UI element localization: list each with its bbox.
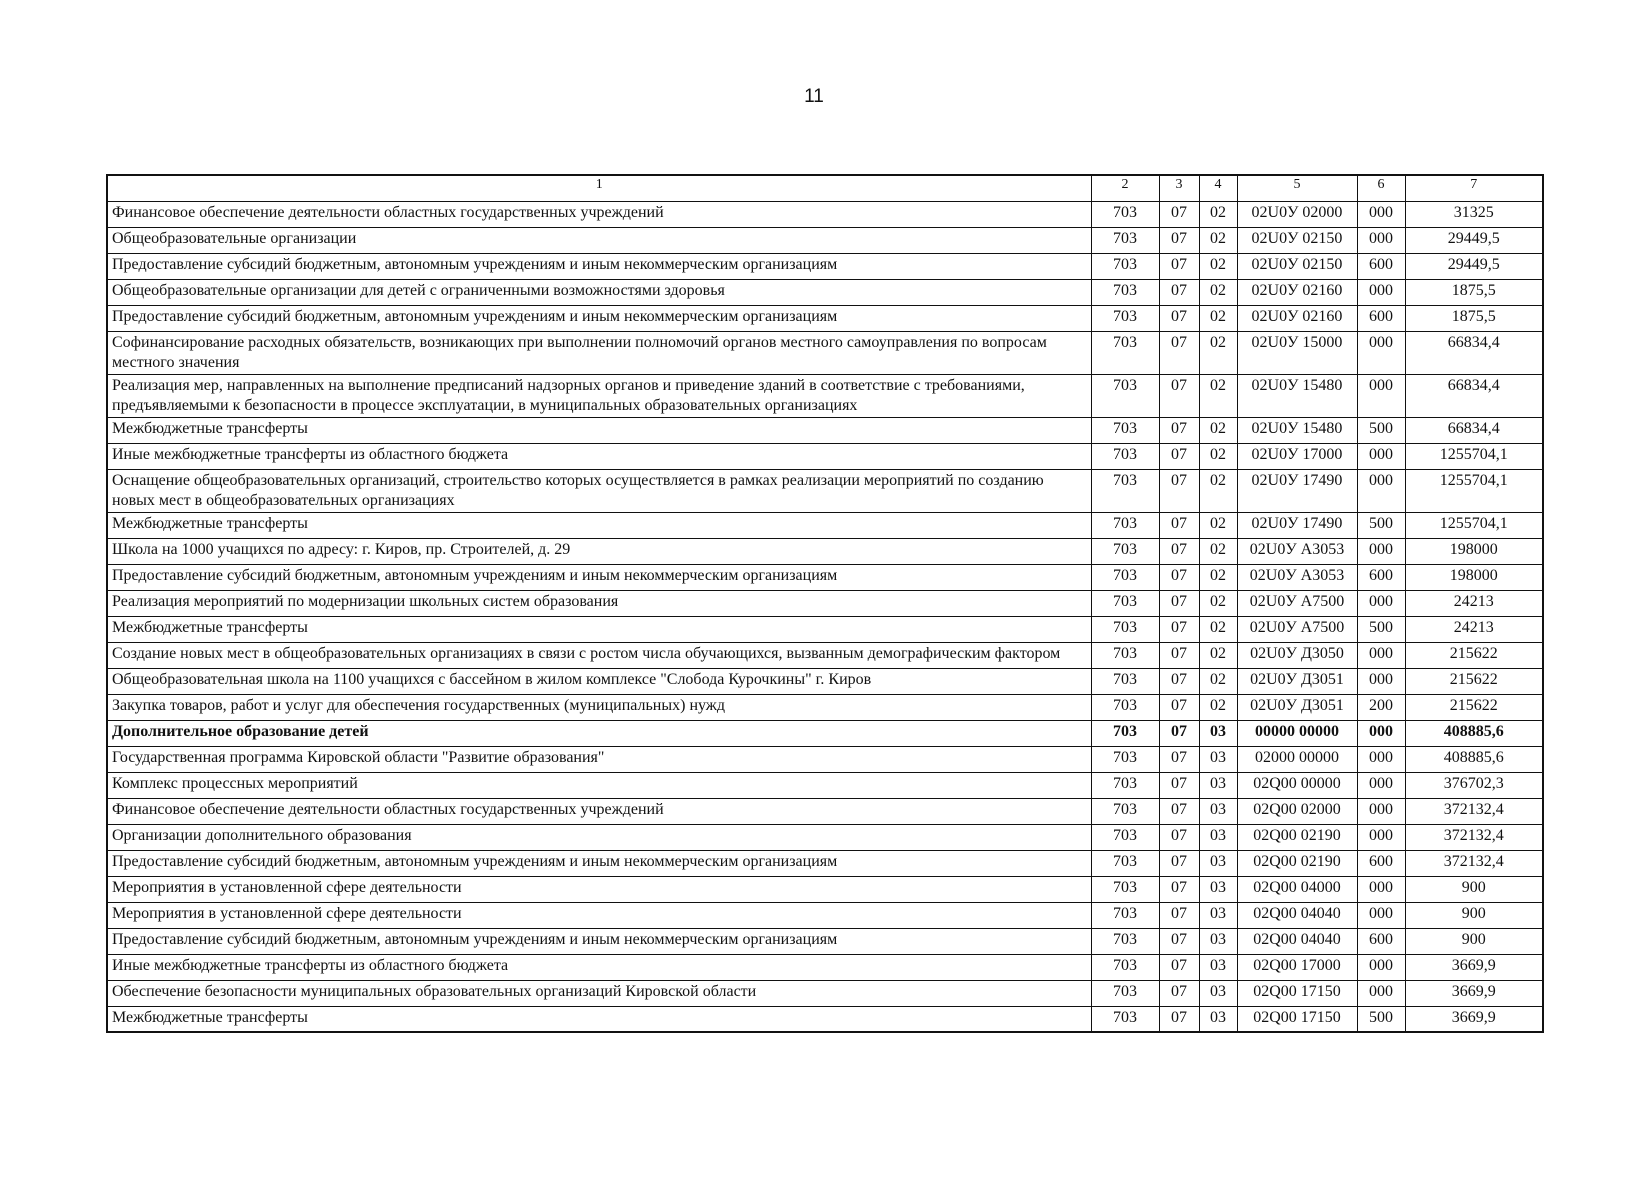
amount: 198000 — [1405, 538, 1543, 564]
code-expense-type: 000 — [1357, 954, 1405, 980]
table-row — [107, 850, 1543, 876]
code-expense-type: 000 — [1357, 374, 1405, 417]
code-ministry: 703 — [1091, 720, 1159, 746]
code-section: 07 — [1159, 469, 1199, 512]
code-subsection: 03 — [1199, 928, 1237, 954]
amount: 900 — [1405, 876, 1543, 902]
code-expense-type: 000 — [1357, 469, 1405, 512]
amount: 29449,5 — [1405, 253, 1543, 279]
code-ministry: 703 — [1091, 980, 1159, 1006]
code-target-article: 00000 00000 — [1237, 720, 1357, 746]
code-section: 07 — [1159, 902, 1199, 928]
code-section: 07 — [1159, 201, 1199, 227]
amount: 900 — [1405, 902, 1543, 928]
table-row — [107, 928, 1543, 954]
row-name: Иные межбюджетные трансферты из областного бюджета — [107, 954, 1091, 980]
code-subsection: 03 — [1199, 954, 1237, 980]
row-name: Оснащение общеобразовательных организаций, строительство которых осуществляется в рамках реализации мероприятий по созданию новых мест в общеобразовательных организациях — [107, 469, 1091, 512]
amount: 3669,9 — [1405, 980, 1543, 1006]
code-subsection: 03 — [1199, 850, 1237, 876]
code-subsection: 03 — [1199, 876, 1237, 902]
code-target-article: 02Q00 02000 — [1237, 798, 1357, 824]
row-name: Школа на 1000 учащихся по адресу: г. Киров, пр. Строителей, д. 29 — [107, 538, 1091, 564]
code-subsection: 02 — [1199, 374, 1237, 417]
table-row — [107, 443, 1543, 469]
code-subsection: 03 — [1199, 772, 1237, 798]
code-subsection: 02 — [1199, 331, 1237, 374]
amount: 24213 — [1405, 616, 1543, 642]
amount: 215622 — [1405, 668, 1543, 694]
code-section: 07 — [1159, 227, 1199, 253]
row-name: Предоставление субсидий бюджетным, автономным учреждениям и иным некоммерческим организациям — [107, 850, 1091, 876]
amount: 1255704,1 — [1405, 443, 1543, 469]
code-expense-type: 000 — [1357, 980, 1405, 1006]
column-header: 3 — [1159, 175, 1199, 201]
amount: 1875,5 — [1405, 305, 1543, 331]
code-target-article: 02U0У А3053 — [1237, 538, 1357, 564]
row-name: Предоставление субсидий бюджетным, автономным учреждениям и иным некоммерческим организациям — [107, 253, 1091, 279]
row-name: Межбюджетные трансферты — [107, 616, 1091, 642]
amount: 372132,4 — [1405, 850, 1543, 876]
table-row — [107, 694, 1543, 720]
code-target-article: 02U0У 17490 — [1237, 512, 1357, 538]
code-section: 07 — [1159, 668, 1199, 694]
code-expense-type: 500 — [1357, 417, 1405, 443]
code-section: 07 — [1159, 928, 1199, 954]
column-header: 6 — [1357, 175, 1405, 201]
table-row — [107, 227, 1543, 253]
code-expense-type: 000 — [1357, 590, 1405, 616]
code-section: 07 — [1159, 798, 1199, 824]
row-name: Закупка товаров, работ и услуг для обеспечения государственных (муниципальных) нужд — [107, 694, 1091, 720]
code-subsection: 03 — [1199, 746, 1237, 772]
row-name: Дополнительное образование детей — [107, 720, 1091, 746]
code-section: 07 — [1159, 954, 1199, 980]
code-section: 07 — [1159, 824, 1199, 850]
amount: 372132,4 — [1405, 798, 1543, 824]
code-subsection: 02 — [1199, 417, 1237, 443]
code-expense-type: 500 — [1357, 1006, 1405, 1032]
code-target-article: 02Q00 00000 — [1237, 772, 1357, 798]
code-expense-type: 600 — [1357, 928, 1405, 954]
code-section: 07 — [1159, 746, 1199, 772]
amount: 31325 — [1405, 201, 1543, 227]
code-ministry: 703 — [1091, 928, 1159, 954]
code-ministry: 703 — [1091, 902, 1159, 928]
code-section: 07 — [1159, 1006, 1199, 1032]
table-row — [107, 279, 1543, 305]
code-section: 07 — [1159, 642, 1199, 668]
code-ministry: 703 — [1091, 590, 1159, 616]
code-ministry: 703 — [1091, 443, 1159, 469]
code-target-article: 02U0У 15480 — [1237, 417, 1357, 443]
amount: 1875,5 — [1405, 279, 1543, 305]
code-ministry: 703 — [1091, 417, 1159, 443]
amount: 408885,6 — [1405, 720, 1543, 746]
code-subsection: 02 — [1199, 279, 1237, 305]
amount: 408885,6 — [1405, 746, 1543, 772]
row-name: Реализация мер, направленных на выполнение предписаний надзорных органов и приведение зданий в соответствие с требованиями, предъявляемыми к безопасности в процессе эксплуатации, в муниципальных образовательных организациях — [107, 374, 1091, 417]
code-expense-type: 000 — [1357, 201, 1405, 227]
amount: 24213 — [1405, 590, 1543, 616]
code-expense-type: 000 — [1357, 443, 1405, 469]
table-row — [107, 417, 1543, 443]
code-expense-type: 600 — [1357, 564, 1405, 590]
code-subsection: 03 — [1199, 980, 1237, 1006]
table-row — [107, 668, 1543, 694]
table-row — [107, 538, 1543, 564]
code-section: 07 — [1159, 720, 1199, 746]
code-target-article: 02U0У Д3050 — [1237, 642, 1357, 668]
code-target-article: 02U0У 17490 — [1237, 469, 1357, 512]
table-row — [107, 331, 1543, 374]
amount: 215622 — [1405, 642, 1543, 668]
code-subsection: 02 — [1199, 564, 1237, 590]
row-name: Финансовое обеспечение деятельности областных государственных учреждений — [107, 201, 1091, 227]
code-section: 07 — [1159, 850, 1199, 876]
amount: 376702,3 — [1405, 772, 1543, 798]
code-section: 07 — [1159, 443, 1199, 469]
code-target-article: 02000 00000 — [1237, 746, 1357, 772]
code-target-article: 02U0У 15000 — [1237, 331, 1357, 374]
code-subsection: 02 — [1199, 227, 1237, 253]
code-ministry: 703 — [1091, 1006, 1159, 1032]
code-ministry: 703 — [1091, 668, 1159, 694]
code-target-article: 02Q00 02190 — [1237, 824, 1357, 850]
code-ministry: 703 — [1091, 374, 1159, 417]
code-target-article: 02Q00 17000 — [1237, 954, 1357, 980]
code-subsection: 03 — [1199, 1006, 1237, 1032]
code-ministry: 703 — [1091, 746, 1159, 772]
code-target-article: 02U0У Д3051 — [1237, 694, 1357, 720]
code-section: 07 — [1159, 980, 1199, 1006]
code-section: 07 — [1159, 417, 1199, 443]
amount: 66834,4 — [1405, 374, 1543, 417]
code-subsection: 02 — [1199, 668, 1237, 694]
code-section: 07 — [1159, 876, 1199, 902]
budget-table — [106, 174, 1544, 1033]
row-name: Общеобразовательная школа на 1100 учащихся с бассейном в жилом комплексе "Слобода Курочкины" г. Киров — [107, 668, 1091, 694]
code-subsection: 03 — [1199, 902, 1237, 928]
table-row — [107, 954, 1543, 980]
code-expense-type: 200 — [1357, 694, 1405, 720]
row-name: Межбюджетные трансферты — [107, 512, 1091, 538]
amount: 3669,9 — [1405, 1006, 1543, 1032]
row-name: Общеобразовательные организации для детей с ограниченными возможностями здоровья — [107, 279, 1091, 305]
row-name: Иные межбюджетные трансферты из областного бюджета — [107, 443, 1091, 469]
code-expense-type: 000 — [1357, 824, 1405, 850]
code-target-article: 02U0У 02150 — [1237, 227, 1357, 253]
code-ministry: 703 — [1091, 538, 1159, 564]
table-row — [107, 374, 1543, 417]
code-section: 07 — [1159, 590, 1199, 616]
table-row — [107, 253, 1543, 279]
table-row — [107, 876, 1543, 902]
code-expense-type: 000 — [1357, 876, 1405, 902]
table-row — [107, 305, 1543, 331]
amount: 372132,4 — [1405, 824, 1543, 850]
amount: 198000 — [1405, 564, 1543, 590]
code-ministry: 703 — [1091, 331, 1159, 374]
code-target-article: 02Q00 17150 — [1237, 1006, 1357, 1032]
code-section: 07 — [1159, 253, 1199, 279]
table-row — [107, 720, 1543, 746]
code-subsection: 02 — [1199, 305, 1237, 331]
page-number: 11 — [804, 86, 824, 107]
code-ministry: 703 — [1091, 850, 1159, 876]
row-name: Государственная программа Кировской области "Развитие образования" — [107, 746, 1091, 772]
code-subsection: 02 — [1199, 642, 1237, 668]
code-subsection: 02 — [1199, 253, 1237, 279]
code-subsection: 02 — [1199, 201, 1237, 227]
code-expense-type: 000 — [1357, 538, 1405, 564]
code-ministry: 703 — [1091, 564, 1159, 590]
code-ministry: 703 — [1091, 642, 1159, 668]
code-subsection: 02 — [1199, 443, 1237, 469]
table-row — [107, 1006, 1543, 1032]
code-target-article: 02Q00 04040 — [1237, 928, 1357, 954]
code-subsection: 03 — [1199, 824, 1237, 850]
code-subsection: 03 — [1199, 798, 1237, 824]
code-expense-type: 600 — [1357, 850, 1405, 876]
code-target-article: 02U0У А7500 — [1237, 616, 1357, 642]
table-row — [107, 902, 1543, 928]
amount: 1255704,1 — [1405, 469, 1543, 512]
code-expense-type: 000 — [1357, 642, 1405, 668]
code-target-article: 02Q00 04040 — [1237, 902, 1357, 928]
code-target-article: 02U0У 02160 — [1237, 305, 1357, 331]
code-section: 07 — [1159, 374, 1199, 417]
code-ministry: 703 — [1091, 253, 1159, 279]
code-expense-type: 500 — [1357, 616, 1405, 642]
amount: 3669,9 — [1405, 954, 1543, 980]
code-ministry: 703 — [1091, 279, 1159, 305]
amount: 215622 — [1405, 694, 1543, 720]
code-section: 07 — [1159, 538, 1199, 564]
code-section: 07 — [1159, 694, 1199, 720]
code-subsection: 03 — [1199, 720, 1237, 746]
code-section: 07 — [1159, 512, 1199, 538]
row-name: Мероприятия в установленной сфере деятельности — [107, 902, 1091, 928]
code-expense-type: 000 — [1357, 720, 1405, 746]
code-target-article: 02U0У Д3051 — [1237, 668, 1357, 694]
column-number-row — [107, 175, 1543, 201]
code-ministry: 703 — [1091, 469, 1159, 512]
code-ministry: 703 — [1091, 954, 1159, 980]
code-ministry: 703 — [1091, 305, 1159, 331]
code-target-article: 02U0У 02160 — [1237, 279, 1357, 305]
row-name: Обеспечение безопасности муниципальных образовательных организаций Кировской области — [107, 980, 1091, 1006]
code-expense-type: 000 — [1357, 902, 1405, 928]
code-expense-type: 500 — [1357, 512, 1405, 538]
amount: 900 — [1405, 928, 1543, 954]
column-header: 1 — [107, 175, 1091, 201]
table-row — [107, 980, 1543, 1006]
code-section: 07 — [1159, 331, 1199, 374]
row-name: Комплекс процессных мероприятий — [107, 772, 1091, 798]
table-row — [107, 642, 1543, 668]
code-section: 07 — [1159, 564, 1199, 590]
code-subsection: 02 — [1199, 590, 1237, 616]
table-row — [107, 201, 1543, 227]
row-name: Софинансирование расходных обязательств, возникающих при выполнении полномочий органов местного самоуправления по вопросам местного значения — [107, 331, 1091, 374]
code-expense-type: 000 — [1357, 746, 1405, 772]
code-section: 07 — [1159, 616, 1199, 642]
code-target-article: 02U0У А3053 — [1237, 564, 1357, 590]
table-row — [107, 798, 1543, 824]
row-name: Создание новых мест в общеобразовательных организациях в связи с ростом числа обучающихся, вызванным демографическим фактором — [107, 642, 1091, 668]
amount: 29449,5 — [1405, 227, 1543, 253]
code-target-article: 02U0У 02000 — [1237, 201, 1357, 227]
code-target-article: 02Q00 17150 — [1237, 980, 1357, 1006]
table-row — [107, 824, 1543, 850]
row-name: Предоставление субсидий бюджетным, автономным учреждениям и иным некоммерческим организациям — [107, 305, 1091, 331]
row-name: Реализация мероприятий по модернизации школьных систем образования — [107, 590, 1091, 616]
code-section: 07 — [1159, 772, 1199, 798]
amount: 66834,4 — [1405, 417, 1543, 443]
table-row — [107, 469, 1543, 512]
column-header: 7 — [1405, 175, 1543, 201]
row-name: Мероприятия в установленной сфере деятельности — [107, 876, 1091, 902]
code-subsection: 02 — [1199, 469, 1237, 512]
code-ministry: 703 — [1091, 772, 1159, 798]
code-subsection: 02 — [1199, 512, 1237, 538]
code-ministry: 703 — [1091, 512, 1159, 538]
row-name: Финансовое обеспечение деятельности областных государственных учреждений — [107, 798, 1091, 824]
code-expense-type: 000 — [1357, 227, 1405, 253]
code-ministry: 703 — [1091, 616, 1159, 642]
code-expense-type: 000 — [1357, 279, 1405, 305]
table-row — [107, 512, 1543, 538]
table-row — [107, 772, 1543, 798]
table-body — [107, 201, 1543, 1032]
row-name: Предоставление субсидий бюджетным, автономным учреждениям и иным некоммерческим организациям — [107, 928, 1091, 954]
code-ministry: 703 — [1091, 876, 1159, 902]
code-subsection: 02 — [1199, 616, 1237, 642]
code-expense-type: 600 — [1357, 253, 1405, 279]
code-ministry: 703 — [1091, 694, 1159, 720]
row-name: Предоставление субсидий бюджетным, автономным учреждениям и иным некоммерческим организациям — [107, 564, 1091, 590]
column-header: 4 — [1199, 175, 1237, 201]
row-name: Общеобразовательные организации — [107, 227, 1091, 253]
code-ministry: 703 — [1091, 798, 1159, 824]
code-subsection: 02 — [1199, 694, 1237, 720]
code-section: 07 — [1159, 279, 1199, 305]
code-subsection: 02 — [1199, 538, 1237, 564]
row-name: Межбюджетные трансферты — [107, 1006, 1091, 1032]
code-expense-type: 600 — [1357, 305, 1405, 331]
table-row — [107, 616, 1543, 642]
code-expense-type: 000 — [1357, 772, 1405, 798]
code-ministry: 703 — [1091, 201, 1159, 227]
code-expense-type: 000 — [1357, 331, 1405, 374]
code-ministry: 703 — [1091, 227, 1159, 253]
code-expense-type: 000 — [1357, 668, 1405, 694]
code-target-article: 02U0У 02150 — [1237, 253, 1357, 279]
row-name: Организации дополнительного образования — [107, 824, 1091, 850]
code-target-article: 02Q00 02190 — [1237, 850, 1357, 876]
row-name: Межбюджетные трансферты — [107, 417, 1091, 443]
code-expense-type: 000 — [1357, 798, 1405, 824]
column-header: 2 — [1091, 175, 1159, 201]
table-row — [107, 746, 1543, 772]
code-target-article: 02Q00 04000 — [1237, 876, 1357, 902]
code-target-article: 02U0У А7500 — [1237, 590, 1357, 616]
amount: 1255704,1 — [1405, 512, 1543, 538]
table-row — [107, 564, 1543, 590]
table-row — [107, 590, 1543, 616]
amount: 66834,4 — [1405, 331, 1543, 374]
code-target-article: 02U0У 17000 — [1237, 443, 1357, 469]
column-header: 5 — [1237, 175, 1357, 201]
code-target-article: 02U0У 15480 — [1237, 374, 1357, 417]
code-ministry: 703 — [1091, 824, 1159, 850]
code-section: 07 — [1159, 305, 1199, 331]
